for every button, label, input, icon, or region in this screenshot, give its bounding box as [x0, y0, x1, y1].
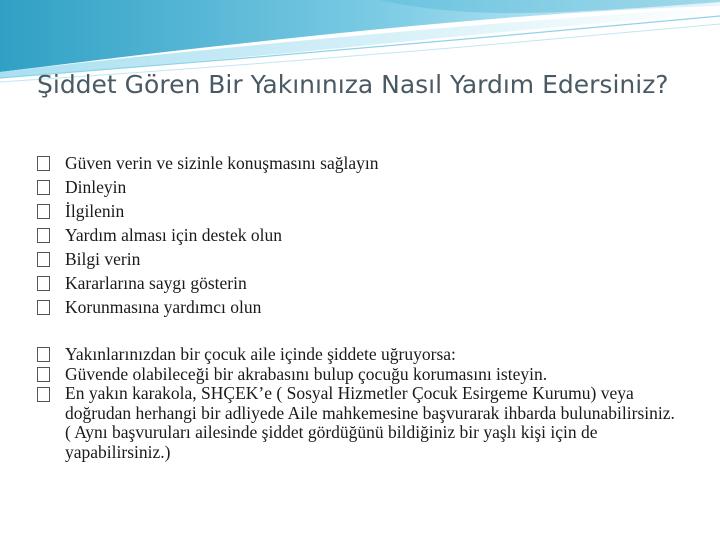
list-item-text: En yakın karakola, SHÇEK’e ( Sosyal Hizmetler Çocuk Esirgeme Kurumu) veya doğrudan herhangi bir adliyede Aile mahkemesine başvurarak ihbarda bulunabilirsiniz. ( Aynı başvuruları ailesinde şiddet gördüğünü bildiğiniz bir yaşlı kişi için de yapabilirsiniz.) — [65, 383, 675, 462]
bullet-list-child-abuse — [34, 344, 684, 462]
checkbox-icon — [37, 180, 50, 195]
list-item — [34, 384, 684, 462]
checkbox-icon — [37, 300, 50, 315]
list-item — [34, 364, 684, 384]
list-item-text: Kararlarına saygı gösterin — [65, 273, 247, 293]
checkbox-icon — [37, 252, 50, 267]
list-item-text: Güven verin ve sizinle konuşmasını sağlayın — [65, 153, 379, 173]
list-item-text: Korunmasına yardımcı olun — [65, 297, 262, 317]
list-item-text: Yardım alması için destek olun — [65, 225, 282, 245]
slide-title: Şiddet Gören Bir Yakınınıza Nasıl Yardım Edersiniz? — [37, 70, 669, 99]
list-item — [34, 175, 684, 199]
checkbox-icon — [37, 276, 50, 291]
list-item-text: Bilgi verin — [65, 249, 141, 269]
list-item — [34, 271, 684, 295]
checkbox-icon — [37, 347, 50, 362]
checkbox-icon — [37, 367, 50, 382]
checkbox-icon — [37, 387, 50, 402]
checkbox-icon — [37, 156, 50, 171]
list-item — [34, 199, 684, 223]
list-item — [34, 151, 684, 175]
list-item — [34, 295, 684, 319]
list-item — [34, 344, 684, 364]
list-item — [34, 247, 684, 271]
list-item-text: Güvende olabileceği bir akrabasını bulup çocuğu korumasını isteyin. — [65, 364, 548, 384]
list-item-text: İlgilenin — [65, 201, 125, 221]
checkbox-icon — [37, 204, 50, 219]
list-item-text: Yakınlarınızdan bir çocuk aile içinde şiddete uğruyorsa: — [65, 344, 456, 364]
checkbox-icon — [37, 228, 50, 243]
bullet-list-help-steps — [34, 151, 684, 319]
list-item — [34, 223, 684, 247]
list-item-text: Dinleyin — [65, 177, 127, 197]
